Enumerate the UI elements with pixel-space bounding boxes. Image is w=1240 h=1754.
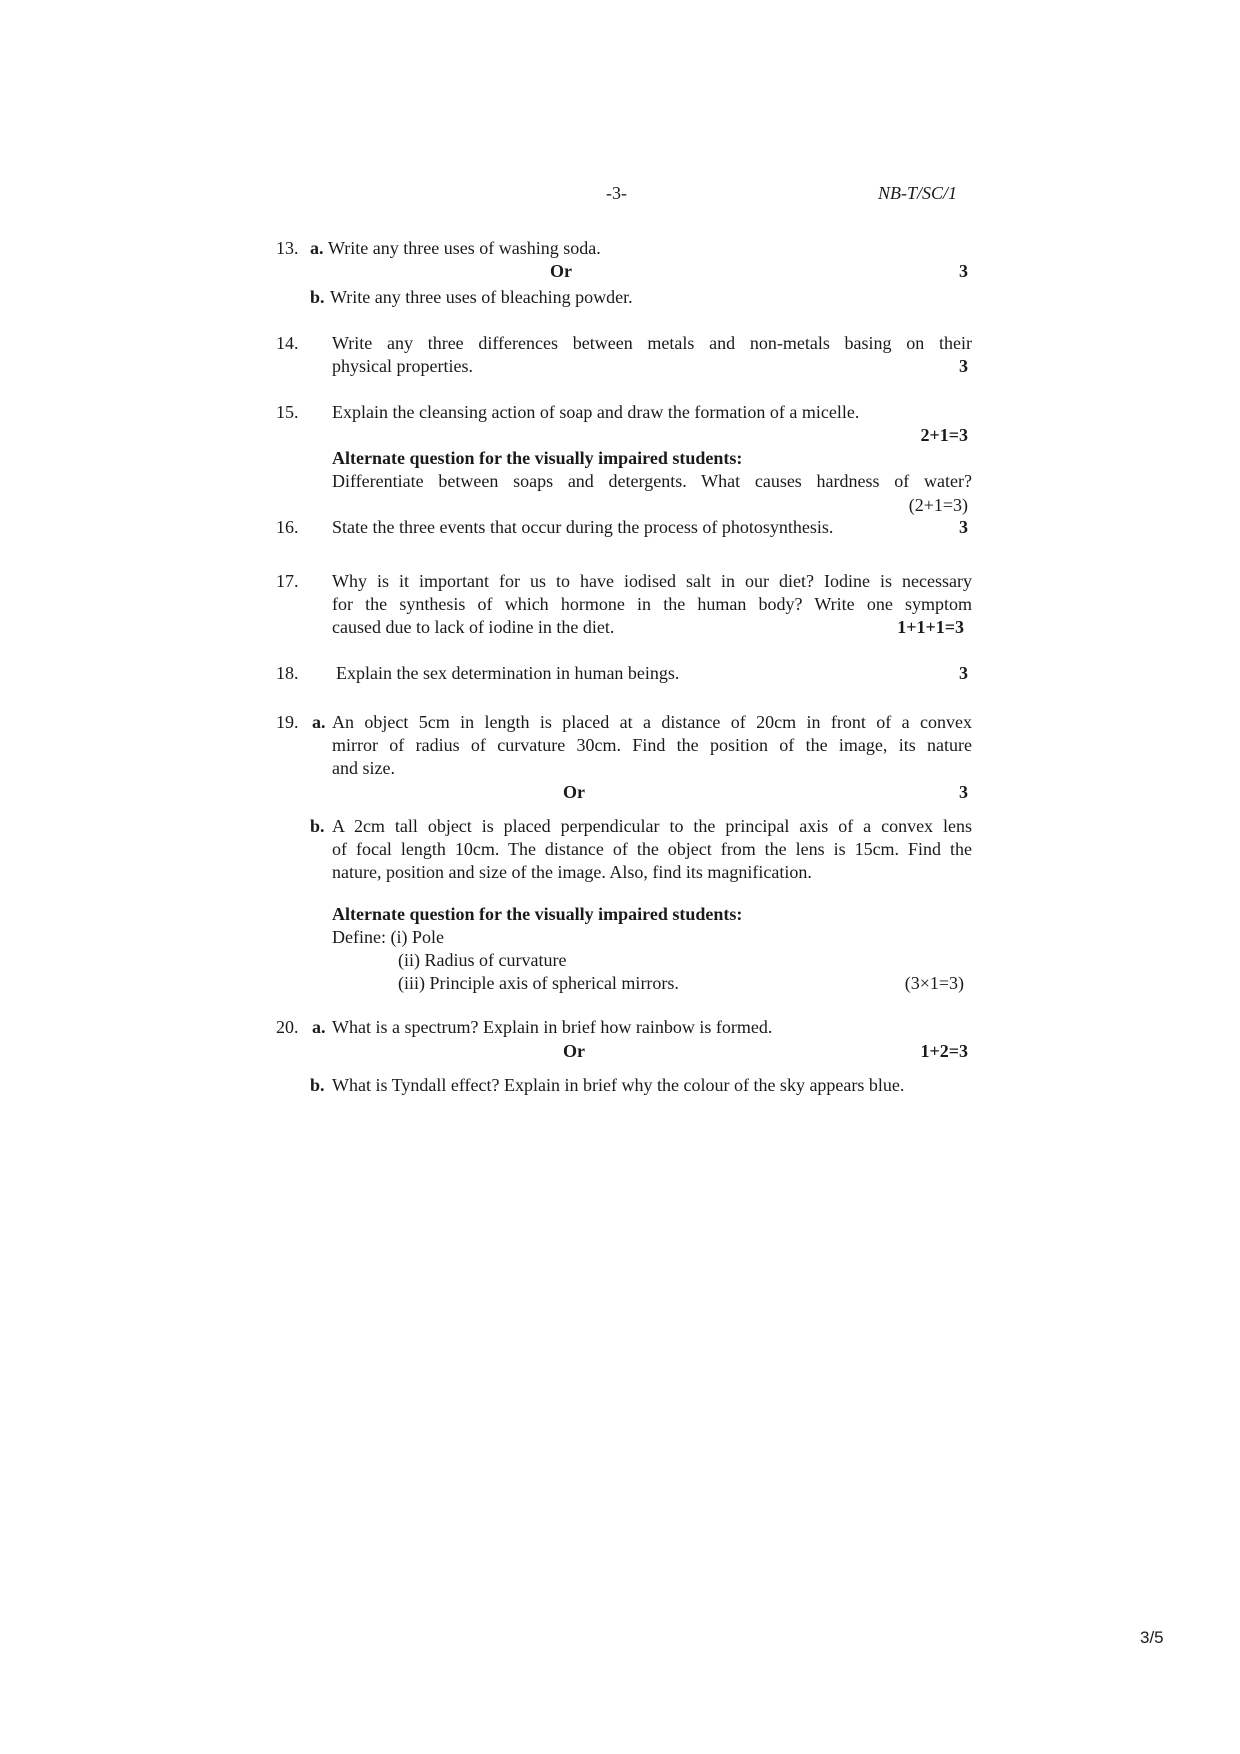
- option-a-text-line: An object 5cm in length is placed at a distance of 20cm in front of a convex: [332, 712, 972, 732]
- page-number: -3-: [606, 183, 627, 203]
- question-text: State the three events that occur during the process of photosynthesis.: [332, 517, 834, 537]
- alternate-define: Define: (i) Pole: [332, 927, 444, 947]
- option-a-text-line: mirror of radius of curvature 30cm. Find the position of the image, its nature: [332, 735, 972, 755]
- marks: 1+1+1=3: [897, 617, 964, 637]
- paper-code: NB-T/SC/1: [878, 183, 958, 203]
- option-b-label: b.: [310, 1075, 325, 1095]
- question-text-line: physical properties.: [332, 356, 473, 376]
- option-a-text-line: and size.: [332, 758, 395, 778]
- option-a-text: What is a spectrum? Explain in brief how rainbow is formed.: [332, 1017, 773, 1037]
- marks: 1+2=3: [920, 1041, 968, 1061]
- question-number: 14.: [276, 333, 299, 353]
- question-text-line: for the synthesis of which hormone in the human body? Write one symptom: [332, 594, 972, 614]
- option-b-label: b.: [310, 816, 325, 836]
- alternate-heading: Alternate question for the visually impaired students:: [332, 448, 743, 468]
- or-separator: Or: [563, 782, 585, 802]
- or-separator: Or: [550, 261, 572, 281]
- marks: 3: [959, 517, 968, 537]
- question-number: 20.: [276, 1017, 299, 1037]
- question-text: Explain the sex determination in human beings.: [336, 663, 680, 683]
- question-text-line: Why is it important for us to have iodised salt in our diet? Iodine is necessary: [332, 571, 972, 591]
- option-b-text: Write any three uses of bleaching powder.: [330, 287, 633, 307]
- page-count: 3/5: [1140, 1628, 1164, 1647]
- question-number: 19.: [276, 712, 299, 732]
- question-number: 15.: [276, 402, 299, 422]
- alternate-marks: (3×1=3): [904, 973, 964, 993]
- alternate-item: (iii) Principle axis of spherical mirrors.: [398, 973, 679, 993]
- alternate-heading: Alternate question for the visually impaired students:: [332, 904, 743, 924]
- marks: 3: [959, 782, 968, 802]
- option-b-label: b.: [310, 287, 325, 307]
- question-number: 13.: [276, 238, 299, 258]
- question-text: Explain the cleansing action of soap and draw the formation of a micelle.: [332, 402, 860, 422]
- option-b-text-line: A 2cm tall object is placed perpendicular to the principal axis of a convex lens: [332, 816, 972, 836]
- marks: 2+1=3: [920, 425, 968, 445]
- question-number: 16.: [276, 517, 299, 537]
- alternate-text: Differentiate between soaps and detergents. What causes hardness of water?: [332, 471, 972, 491]
- marks: 3: [959, 356, 968, 376]
- option-a-label: a.: [312, 712, 326, 732]
- marks: 3: [959, 261, 968, 281]
- question-number: 17.: [276, 571, 299, 591]
- question-text-line: caused due to lack of iodine in the diet.: [332, 617, 615, 637]
- option-b-text-line: nature, position and size of the image. Also, find its magnification.: [332, 862, 812, 882]
- option-a-label: a.: [310, 238, 324, 258]
- or-separator: Or: [563, 1041, 585, 1061]
- option-a-label: a.: [312, 1017, 326, 1037]
- alternate-item: (ii) Radius of curvature: [398, 950, 567, 970]
- marks: 3: [959, 663, 968, 683]
- alternate-marks: (2+1=3): [908, 495, 968, 515]
- question-text-line: Write any three differences between metals and non-metals basing on their: [332, 333, 972, 353]
- option-a-text: Write any three uses of washing soda.: [328, 238, 601, 258]
- question-number: 18.: [276, 663, 299, 683]
- option-b-text-line: of focal length 10cm. The distance of the object from the lens is 15cm. Find the: [332, 839, 972, 859]
- option-b-text: What is Tyndall effect? Explain in brief why the colour of the sky appears blue.: [332, 1075, 905, 1095]
